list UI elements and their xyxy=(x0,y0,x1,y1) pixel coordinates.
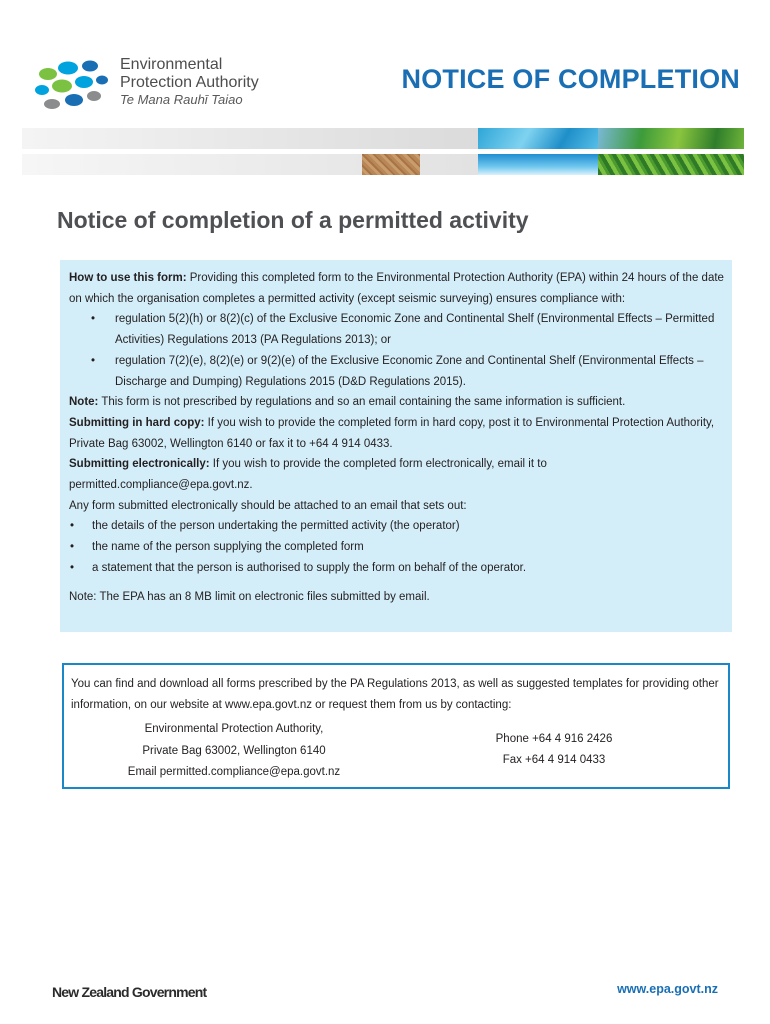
list-item xyxy=(69,351,724,392)
sky-image xyxy=(478,154,598,175)
regulation-list xyxy=(69,309,724,392)
header-band xyxy=(22,128,744,175)
list-item xyxy=(69,516,724,537)
electronic-text: If you wish to provide the completed form electronically, email it to permitted.compliance@epa.govt.nz. xyxy=(69,458,547,492)
how-to-use-text: Providing this completed form to the Environmental Protection Authority (EPA) within 24 hours of the date on which the organisation completes a permitted activity (except seismic surveying) ensures compliance with: xyxy=(69,272,724,305)
email-item-text: a statement that the person is authorised to supply the form on behalf of the operator. xyxy=(92,561,527,574)
epa-dots-icon xyxy=(34,58,110,116)
email-item-text: the details of the person undertaking the permitted activity (the operator) xyxy=(92,520,460,533)
list-item xyxy=(69,558,724,579)
phone-number: Phone +64 4 916 2426 xyxy=(495,733,613,745)
water-image xyxy=(478,128,598,149)
how-to-use-paragraph xyxy=(69,268,724,309)
bullet-icon: • xyxy=(91,354,96,367)
note-text: This form is not prescribed by regulations and so an email containing the same information is sufficient. xyxy=(98,396,626,409)
bullet-icon: • xyxy=(70,520,75,533)
fax-number: Fax +64 4 914 0433 xyxy=(502,754,606,766)
footer-website-link[interactable]: www.epa.govt.nz xyxy=(617,982,718,996)
address-line-2: Private Bag 63002, Wellington 6140 xyxy=(142,745,326,757)
email-line: Email permitted.compliance@epa.govt.nz xyxy=(127,766,341,778)
address-line-1: Environmental Protection Authority, xyxy=(144,723,324,735)
document-title: NOTICE OF COMPLETION xyxy=(401,64,740,94)
contact-box xyxy=(62,663,730,789)
nz-government-logo: New Zealand Government xyxy=(52,984,207,1000)
instructions-box xyxy=(60,260,732,632)
fern-image xyxy=(598,128,744,149)
sand-image xyxy=(362,154,420,175)
email-intro: Any form submitted electronically should be attached to an email that sets out: xyxy=(69,499,467,512)
regulation-text: regulation 7(2)(e), 8(2)(e) or 9(2)(e) of the Exclusive Economic Zone and Continental Shelf (Environmental Effects – Discharge and Dumping) Regulations 2015 (D&D Regulations 2015). xyxy=(115,354,704,388)
bullet-icon: • xyxy=(70,541,75,554)
electronic-paragraph xyxy=(69,454,724,495)
how-to-use-label: How to use this form: xyxy=(69,272,187,284)
list-item xyxy=(69,537,724,558)
note-label: Note: xyxy=(69,396,99,409)
hard-copy-label: Submitting in hard copy: xyxy=(69,416,205,429)
bullet-icon: • xyxy=(70,561,75,574)
hard-copy-text: If you wish to provide the completed form in hard copy, post it to Environmental Protection Authority, Private Bag 63002, Wellington 6140 or fax it to +64 4 914 0433. xyxy=(69,416,715,450)
file-limit-note: Note: The EPA has an 8 MB limit on electronic files submitted by email. xyxy=(69,590,430,603)
fern-leaf-image xyxy=(598,154,744,175)
electronic-label: Submitting electronically: xyxy=(69,458,210,471)
email-contents-list xyxy=(69,516,724,578)
contact-intro: You can find and download all forms prescribed by the PA Regulations 2013, as well as suggested templates for providing other information, on our website at www.epa.govt.nz or request them from us by contacting: xyxy=(71,678,719,711)
logo-line-2: Protection Authority xyxy=(120,74,259,91)
page-heading: Notice of completion of a permitted activity xyxy=(57,207,529,233)
logo-line-3: Te Mana Rauhī Taiao xyxy=(120,92,243,107)
list-item xyxy=(69,309,724,350)
hard-copy-paragraph xyxy=(69,413,724,454)
epa-logo xyxy=(34,56,294,120)
bullet-icon: • xyxy=(91,313,96,326)
email-item-text: the name of the person supplying the completed form xyxy=(92,541,364,554)
regulation-text: regulation 5(2)(h) or 8(2)(c) of the Exclusive Economic Zone and Continental Shelf (Environmental Effects – Permitted Activities) Regulations 2013 (PA Regulations 2013); or xyxy=(115,313,715,347)
note-paragraph xyxy=(69,392,724,413)
logo-line-1: Environmental xyxy=(120,56,223,73)
